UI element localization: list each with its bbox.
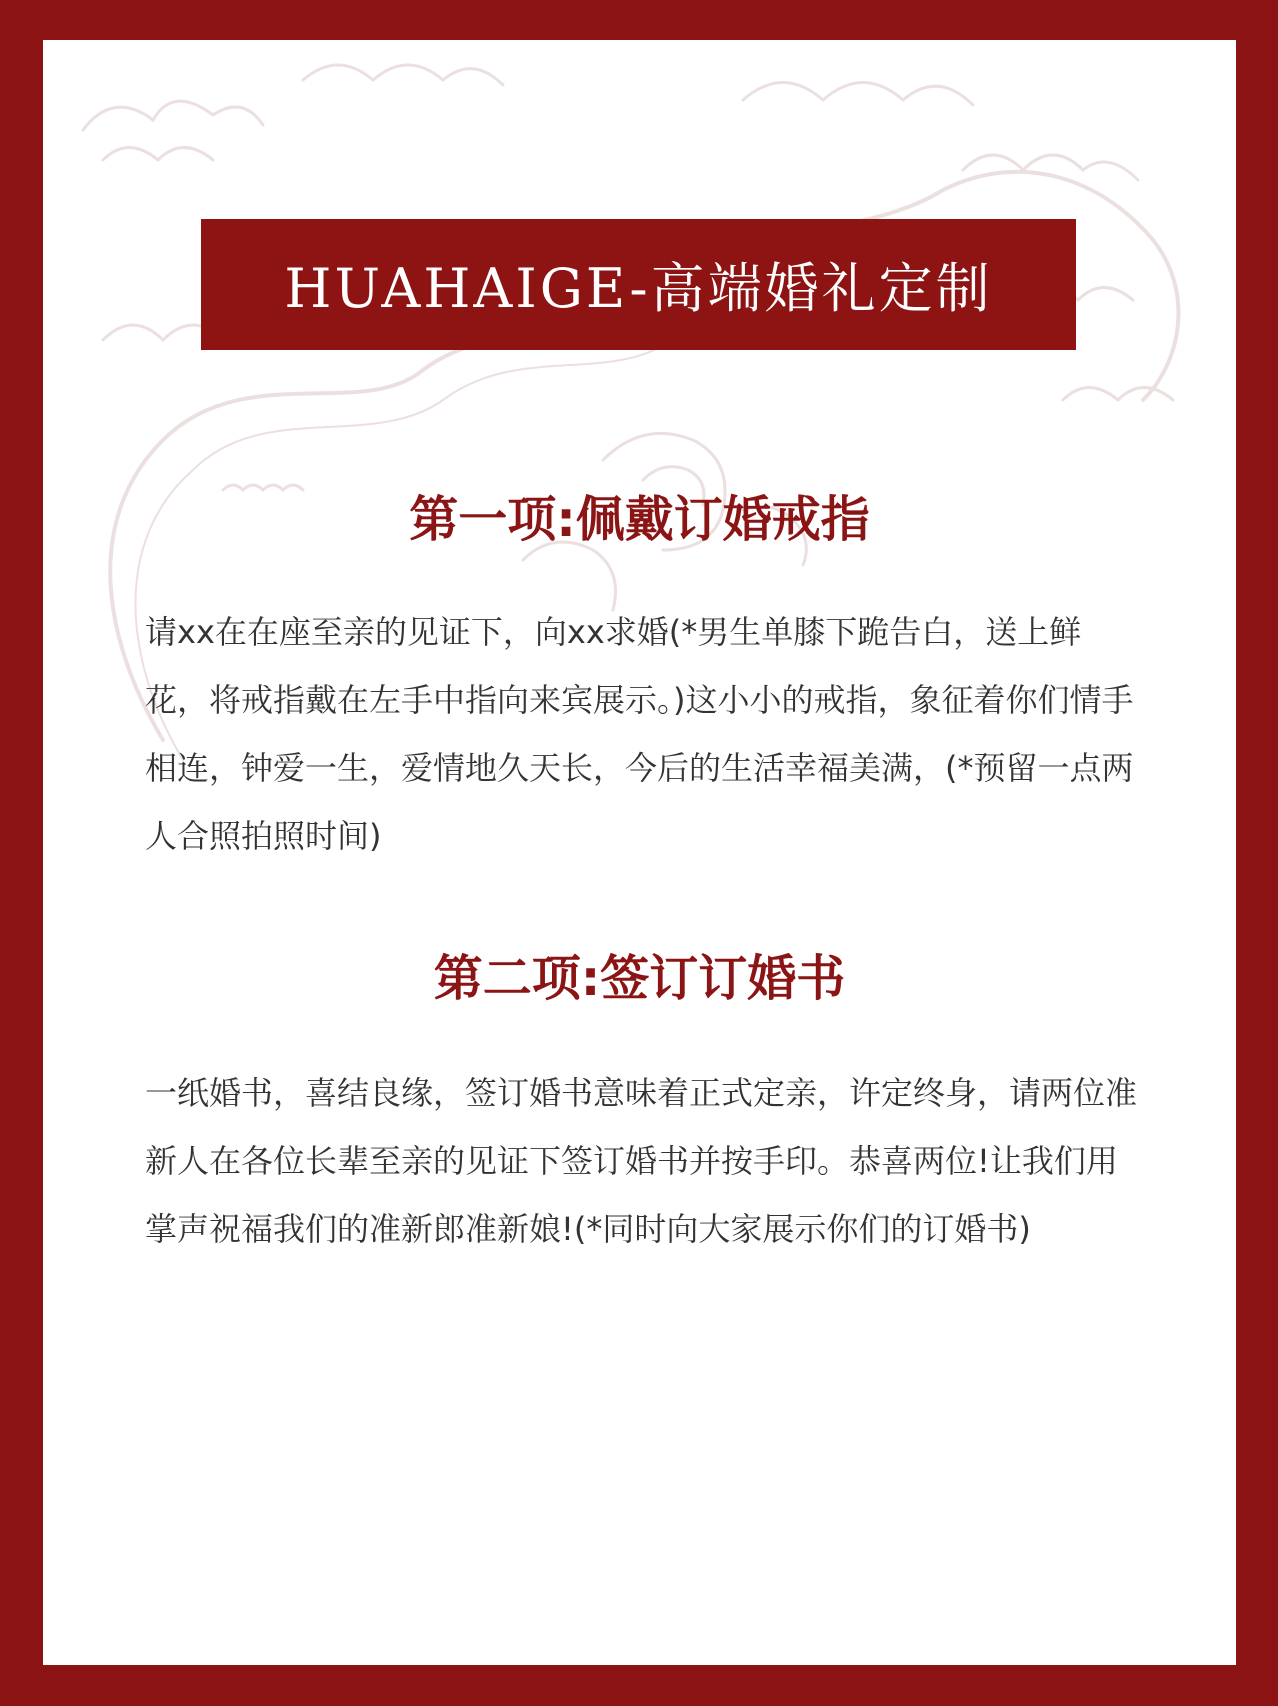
section-2-title: 第二项:签订订婚书 bbox=[433, 950, 846, 1007]
section-2-body: 一纸婚书，喜结良缘，签订婚书意味着正式定亲，许定终身，请两位准新人在各位长辈至亲的见证下签订婚书并按手印。恭喜两位!让我们用掌声祝福我们的准新郎准新娘!(*同时向大家展示你们的订婚书) bbox=[145, 1074, 1138, 1248]
section-1-title: 第一项:佩戴订婚戒指 bbox=[409, 491, 870, 548]
section-1-body: 请xx在在座至亲的见证下，向xx求婚(*男生单膝下跪告白，送上鲜花，将戒指戴在左手中指向来宾展示。)这小小的戒指，象征着你们情手相连，钟爱一生，爱情地久天长，今后的生活幸福美满，(*预留一点两人合照拍照时间) bbox=[145, 613, 1134, 855]
content-card bbox=[43, 40, 1236, 1665]
title-banner bbox=[201, 219, 1076, 350]
banner-title: HUAHAIGE-高端婚礼定制 bbox=[284, 257, 993, 320]
